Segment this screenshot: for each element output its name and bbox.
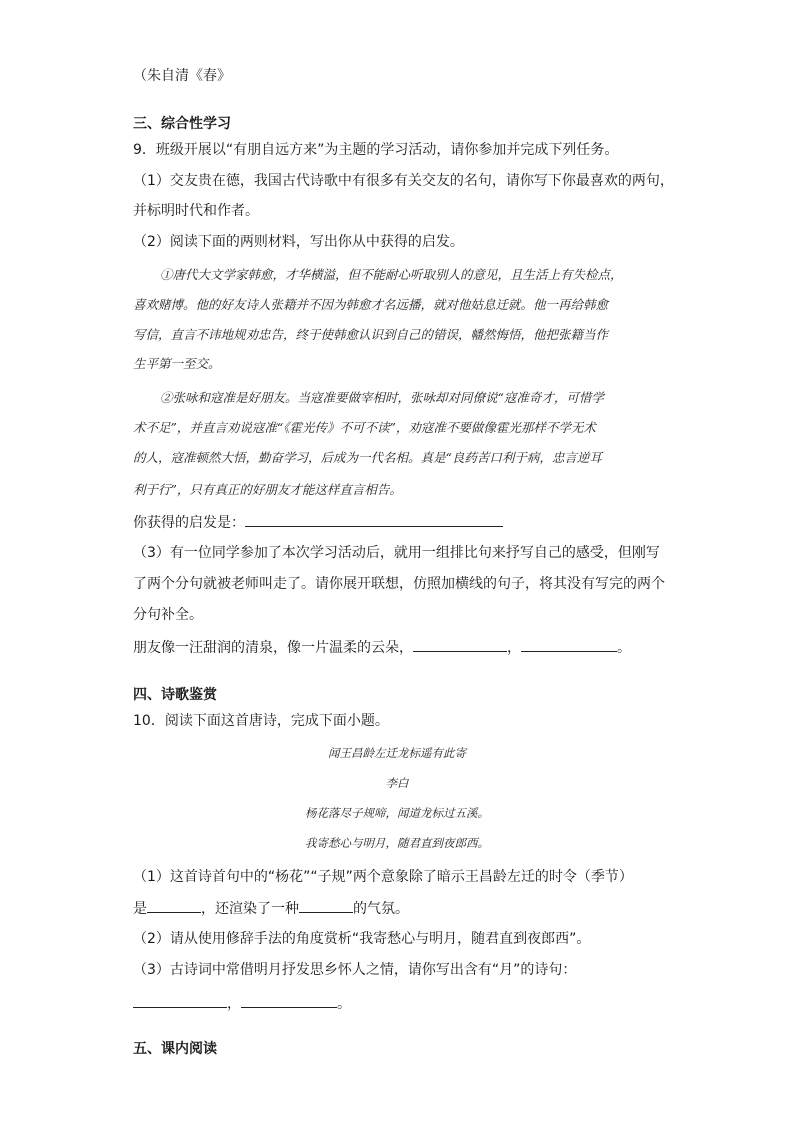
period: 。 <box>617 640 631 656</box>
blank-4[interactable] <box>241 993 337 1008</box>
section-5-title: 五、课内阅读 <box>133 1041 217 1057</box>
question-9-3-line-3: 分句补全。 <box>133 607 203 623</box>
material-1-line-3: 写信，直言不讳地规劝忠告，终于使韩愈认识到自己的错误，幡然悔悟，他把张籍当作 <box>133 327 609 342</box>
poem-author: 李白 <box>385 776 409 790</box>
material-1-line-2: 喜欢赌博。他的好友诗人张籍并不因为韩愈才名远播，就对他姑息迁就。他一再给韩愈 <box>133 297 609 312</box>
comma: ， <box>507 640 521 656</box>
blank-2[interactable] <box>521 637 617 652</box>
question-10-1-line-2 <box>133 898 409 919</box>
poem-line-2: 我寄愁心与明月，随君直到夜郎西。 <box>305 836 489 850</box>
text-segment: ，还渲染了一种 <box>201 901 299 917</box>
answer-prompt: 你获得的启发是： <box>133 515 245 531</box>
material-2-line-2: 术不足”，并直言劝说寇准“《霍光传》不可不读”，劝寇准不要做像霍光那样不学无术 <box>133 420 596 435</box>
text-segment: 的气氛。 <box>353 901 409 917</box>
question-10-1-line-1: （1）这首诗首句中的“杨花”“子规”两个意象除了暗示王昌龄左迁的时令（季节） <box>133 869 633 885</box>
question-9-3-line-1: （3）有一位同学参加了本次学习活动后，就用一组排比句来抒写自己的感受，但刚写 <box>133 545 660 561</box>
question-10-3-answer-line <box>133 993 351 1014</box>
question-9-2: （2）阅读下面的两则材料，写出你从中获得的启发。 <box>133 234 464 250</box>
answer-blank[interactable] <box>245 512 503 527</box>
question-9-stem: 9．班级开展以“有朋自远方来”为主题的学习活动，请你参加并完成下列任务。 <box>133 142 619 158</box>
material-2-line-4: 利于行”，只有真正的好朋友才能这样直言相告。 <box>133 482 402 497</box>
source-citation: （朱自清《春》 <box>133 68 231 84</box>
period: 。 <box>337 996 351 1012</box>
text-segment: 是 <box>133 901 147 917</box>
poem-line-1: 杨花落尽子规啼，闻道龙标过五溪。 <box>305 806 489 820</box>
question-10-2: （2）请从使用修辞手法的角度赏析“我寄愁心与明月，随君直到夜郎西”。 <box>133 931 591 947</box>
question-9-1-line-2: 并标明时代和作者。 <box>133 203 259 219</box>
blank-3[interactable] <box>133 993 227 1008</box>
comma: ， <box>227 996 241 1012</box>
question-9-3-line-2: 了两个分句就被老师叫走了。请你展开联想，仿照加横线的句子，将其没有写完的两个 <box>133 576 665 592</box>
blank-atmosphere[interactable] <box>299 898 353 913</box>
section-4-title: 四、诗歌鉴赏 <box>133 687 217 703</box>
section-3-title: 三、综合性学习 <box>133 116 231 132</box>
material-2-line-3: 的人，寇准顿然大悟，勤奋学习，后成为一代名相。真是“良药苦口利于病，忠言逆耳 <box>133 450 602 465</box>
question-9-1-line-1: （1）交友贵在德，我国古代诗歌中有很多有关交友的名句，请你写下你最喜欢的两句， <box>133 173 674 189</box>
material-1-line-4: 生平第一至交。 <box>133 356 221 371</box>
material-1-line-1: ①唐代大文学家韩愈，才华横溢，但不能耐心听取别人的意见，且生活上有失检点， <box>160 267 623 282</box>
question-10-3: （3）古诗词中常借明月抒发思乡怀人之情，请你写出含有“月”的诗句： <box>133 962 577 978</box>
question-9-2-answer-line <box>133 512 503 533</box>
question-10-stem: 10．阅读下面这首唐诗，完成下面小题。 <box>133 713 389 729</box>
question-9-3-line-4 <box>133 637 631 658</box>
blank-season[interactable] <box>147 898 201 913</box>
material-2-line-1: ②张咏和寇准是好朋友。当寇准要做宰相时，张咏却对同僚说“寇准奇才，可惜学 <box>160 390 604 405</box>
sentence-prompt: 朋友像一汪甜润的清泉，像一片温柔的云朵， <box>133 640 413 656</box>
blank-1[interactable] <box>413 637 507 652</box>
poem-title: 闻王昌龄左迁龙标遥有此寄 <box>328 746 466 760</box>
